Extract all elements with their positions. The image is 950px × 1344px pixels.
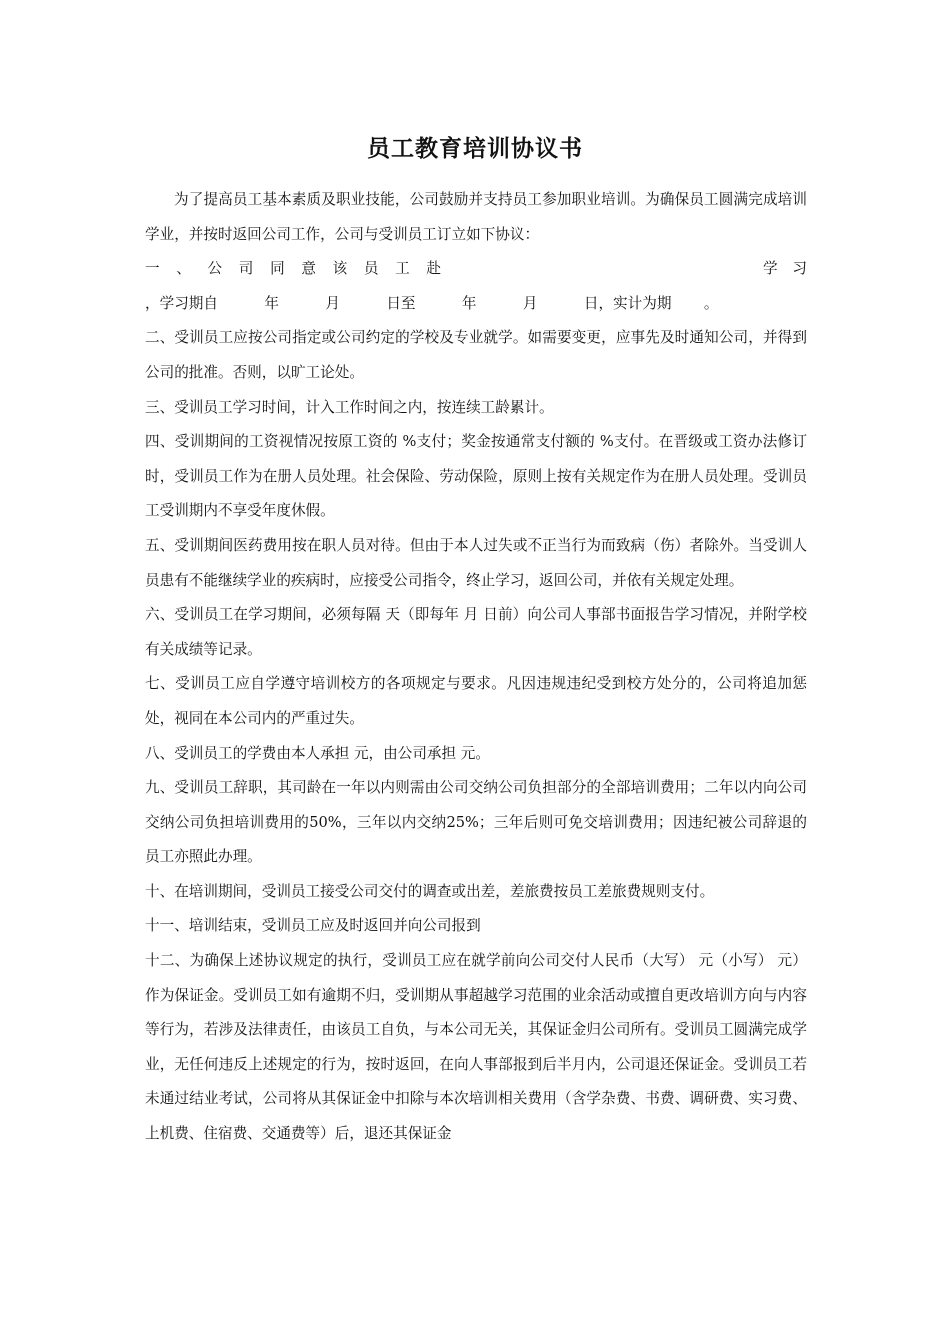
- clause-4: 四、受训期间的工资视情况按原工资的 %支付；奖金按通常支付额的 %支付。在晋级或工资办法修订时，受训员工作为在册人员处理。社会保险、劳动保险，原则上按有关规定作为在册人员处理。受训员工受训期内不享受年度休假。: [145, 433, 807, 520]
- clause-1-char: 工: [395, 260, 410, 278]
- clause-1-char: 同: [270, 260, 285, 278]
- clause-1-right: [763, 252, 807, 287]
- clause-1-char: 学: [763, 260, 778, 278]
- clause-1-left: [145, 252, 441, 287]
- clause-5: 五、受训期间医药费用按在职人员对待。但由于本人过失或不正当行为而致病（伤）者除外。当受训人员患有不能继续学业的疾病时，应接受公司指令，终止学习，返回公司，并依有关规定处理。: [145, 536, 807, 589]
- clause-1-char: 赴: [426, 260, 441, 278]
- clause-1-char: 员: [363, 260, 379, 278]
- clause-1-char: 、: [176, 260, 191, 278]
- clause-9: 九、受训员工辞职，其司龄在一年以内则需由公司交纳公司负担部分的全部培训费用；二年以内向公司交纳公司负担培训费用的50%，三年以内交纳25%；三年后则可免交培训费用；因违纪被公司辞退的员工亦照此办理。: [145, 779, 807, 866]
- clause-1-line-1: [145, 252, 807, 287]
- document-body: [145, 183, 807, 1152]
- clause-1-char: 公: [207, 260, 223, 278]
- clause-1-char: 一: [145, 260, 160, 278]
- clause-11: 十一、培训结束，受训员工应及时返回并向公司报到: [145, 917, 481, 935]
- clause-10: 十、在培训期间，受训员工接受公司交付的调查或出差，差旅费按员工差旅费规则支付。: [145, 882, 715, 900]
- intro-paragraph: 为了提高员工基本素质及职业技能，公司鼓励并支持员工参加职业培训。为确保员工圆满完成培训学业，并按时返回公司工作，公司与受训员工订立如下协议：: [145, 191, 807, 243]
- clause-6: 六、受训员工在学习期间，必须每隔 天（即每年 月 日前）向公司人事部书面报告学习情况，并附学校有关成绩等记录。: [145, 606, 807, 658]
- clause-1-char: 意: [301, 260, 316, 278]
- clause-2: 二、受训员工应按公司指定或公司约定的学校及专业就学。如需要变更，应事先及时通知公司，并得到公司的批准。否则，以旷工论处。: [145, 329, 807, 381]
- clause-7: 七、受训员工应自学遵守培训校方的各项规定与要求。凡因违规违纪受到校方处分的，公司将追加惩处，视同在本公司内的严重过失。: [145, 675, 807, 727]
- clause-1-char: 该: [332, 260, 348, 278]
- clause-8: 八、受训员工的学费由本人承担 元，由公司承担 元。: [145, 744, 490, 762]
- clause-12: 十二、为确保上述协议规定的执行，受训员工应在就学前向公司交付人民币（大写） 元（小写） 元）作为保证金。受训员工如有逾期不归，受训期从事超越学习范围的业余活动或擅自更改培训方向与内容等行为，若涉及法律责任，由该员工自负，与本公司无关，其保证金归公司所有。受训员工圆满完成学业，无任何违反上述规定的行为，按时返回，在向人事部报到后半月内，公司退还保证金。受训员工若未通过结业考试，公司将从其保证金中扣除与本次培训相关费用（含学杂费、书费、调研费、实习费、上机费、住宿费、交通费等）后，退还其保证金: [145, 952, 807, 1143]
- clause-1-line-2: ，学习期自 年 月 日至 年 月 日，实计为期 。: [145, 294, 719, 312]
- clause-3: 三、受训员工学习时间，计入工作时间之内，按连续工龄累计。: [145, 398, 554, 416]
- document-title: 员工教育培训协议书: [367, 135, 583, 162]
- clause-1-char: 习: [792, 260, 807, 278]
- clause-1-char: 司: [238, 260, 254, 278]
